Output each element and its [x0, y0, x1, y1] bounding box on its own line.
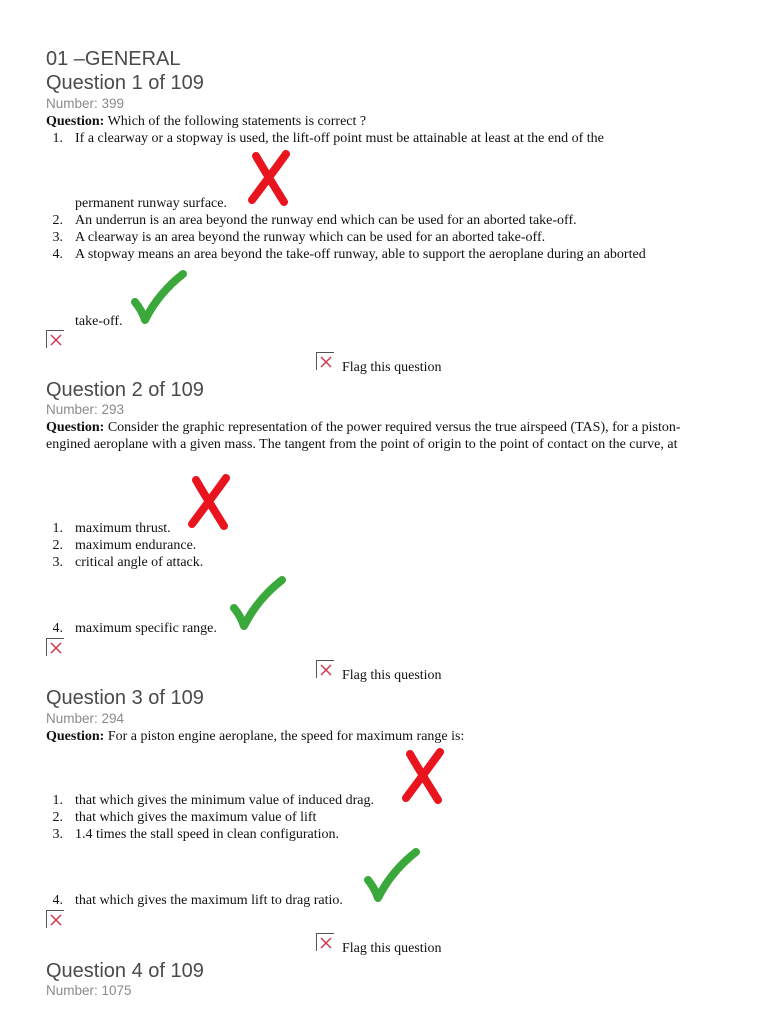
option-text: that which gives the maximum value of lift	[75, 810, 317, 825]
question-label: Question:	[46, 729, 105, 744]
question-3-title: Question 3 of 109	[46, 687, 204, 709]
question-1-body: Which of the following statements is correct ?	[104, 114, 367, 129]
q2-option-4[interactable]	[47, 620, 727, 637]
option-text: If a clearway or a stopway is used, the lift-off point must be attainable at least at the end of the	[75, 131, 604, 146]
option-number: 2.	[52, 810, 63, 825]
option-number: 4.	[52, 621, 63, 636]
flag-question-label[interactable]: Flag this question	[342, 941, 442, 956]
q3-option-1[interactable]	[47, 792, 727, 809]
wrong-cross-mark-icon	[400, 748, 446, 804]
option-number: 1.	[52, 793, 63, 808]
question-2-title: Question 2 of 109	[46, 379, 204, 401]
flag-question-label[interactable]: Flag this question	[342, 360, 442, 375]
option-text: that which gives the minimum value of induced drag.	[75, 793, 374, 808]
question-3-body: For a piston engine aeroplane, the speed for maximum range is:	[104, 729, 465, 744]
answer-checkbox[interactable]	[46, 910, 64, 928]
question-3-number: Number: 294	[46, 711, 125, 726]
question-2-number: Number: 293	[46, 402, 125, 417]
q2-option-1[interactable]	[47, 520, 727, 537]
correct-check-mark-icon	[230, 576, 286, 630]
question-label: Question:	[46, 420, 105, 435]
option-text: maximum specific range.	[75, 621, 217, 636]
option-number: 4.	[52, 247, 63, 262]
flag-checkbox[interactable]	[316, 933, 334, 951]
flag-checkbox[interactable]	[316, 352, 334, 370]
question-2-body: Consider the graphic representation of the power required versus the true airspeed (TAS), for a piston-engined aeroplane with a given mass. The tangent from the point of origin to the point of contact on the curve, at	[46, 420, 681, 452]
question-1-number: Number: 399	[46, 96, 125, 111]
checkbox-x-icon	[50, 642, 62, 654]
option-number: 3.	[52, 827, 63, 842]
wrong-cross-mark-icon	[186, 474, 232, 530]
flag-question-label[interactable]: Flag this question	[342, 668, 442, 683]
q1-option-1[interactable]	[47, 130, 727, 147]
option-text: maximum thrust.	[75, 521, 171, 536]
question-4-title: Question 4 of 109	[46, 960, 204, 982]
correct-check-mark-icon	[364, 848, 420, 902]
checkbox-x-icon	[320, 664, 332, 676]
question-label: Question:	[46, 114, 105, 129]
checkbox-x-icon	[320, 937, 332, 949]
section-title: 01 –GENERAL	[46, 48, 181, 70]
option-text: that which gives the maximum lift to drag ratio.	[75, 893, 343, 908]
answer-checkbox[interactable]	[46, 638, 64, 656]
checkbox-x-icon	[50, 914, 62, 926]
option-text: A stopway means an area beyond the take-off runway, able to support the aeroplane during an aborted	[75, 247, 646, 262]
q1-option-3[interactable]	[47, 229, 727, 246]
question-4-number: Number: 1075	[46, 983, 132, 998]
question-2-text	[46, 419, 721, 453]
flag-checkbox[interactable]	[316, 660, 334, 678]
checkbox-x-icon	[50, 334, 62, 346]
question-3-text	[46, 728, 464, 745]
option-text: An underrun is an area beyond the runway end which can be used for an aborted take-off.	[75, 213, 577, 228]
option-text: A clearway is an area beyond the runway which can be used for an aborted take-off.	[75, 230, 546, 245]
option-text: maximum endurance.	[75, 538, 197, 553]
q1-option-4-continued: take-off.	[75, 314, 123, 329]
option-number: 2.	[52, 538, 63, 553]
question-1-text	[46, 113, 366, 130]
correct-check-mark-icon	[131, 270, 187, 324]
option-number: 3.	[52, 230, 63, 245]
option-text: critical angle of attack.	[75, 555, 204, 570]
answer-checkbox[interactable]	[46, 330, 64, 348]
checkbox-x-icon	[320, 356, 332, 368]
question-1-title: Question 1 of 109	[46, 72, 204, 94]
q3-option-2[interactable]	[47, 809, 727, 826]
q3-option-3[interactable]	[47, 826, 727, 843]
option-number: 1.	[52, 521, 63, 536]
wrong-cross-mark-icon	[246, 150, 292, 206]
q2-option-2[interactable]	[47, 537, 727, 554]
q2-option-3[interactable]	[47, 554, 727, 571]
q1-option-2[interactable]	[47, 212, 727, 229]
option-number: 3.	[52, 555, 63, 570]
option-number: 1.	[52, 131, 63, 146]
option-number: 2.	[52, 213, 63, 228]
option-text: 1.4 times the stall speed in clean configuration.	[75, 827, 339, 842]
q1-option-1-continued: permanent runway surface.	[75, 196, 227, 211]
q1-option-4[interactable]	[47, 246, 727, 263]
option-number: 4.	[52, 893, 63, 908]
